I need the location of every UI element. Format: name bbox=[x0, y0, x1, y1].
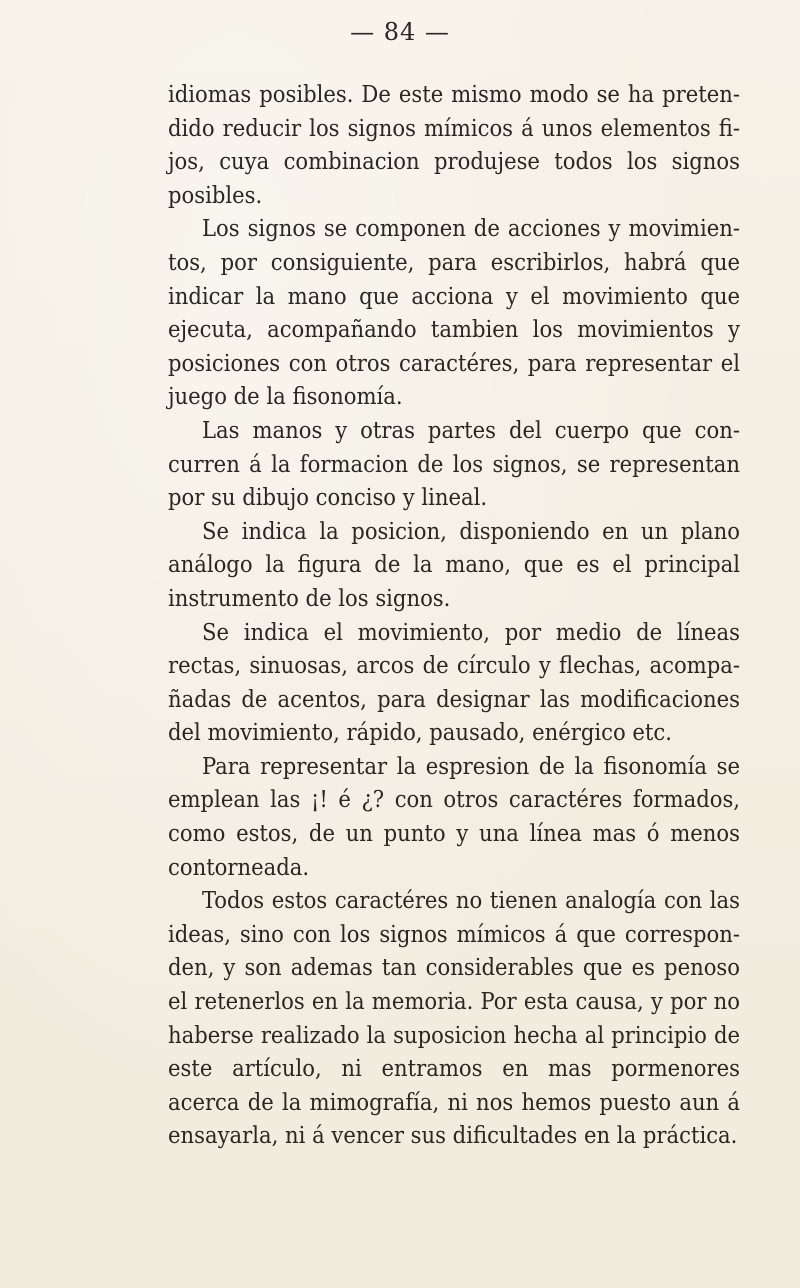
body-text bbox=[168, 78, 740, 1153]
page-number: — 84 — bbox=[350, 18, 450, 46]
paragraph-4: Se indica la posicion, disponiendo en un plano análogo la figura de la mano, que es el principal instrumento de los signos. bbox=[168, 516, 740, 612]
paragraph-7: Todos estos caractéres no tienen analogía con las ideas, sino con los signos mímicos á que correspon-den, y son ademas tan considerables que es penoso el retenerlos en la memoria. Por esta causa, y por no haberse realizado la suposicion hecha al principio de este artículo, ni entramos en mas pormenores acerca de la mimografía, ni nos hemos puesto aun á ensayarla, ni á vencer sus dificultades en la práctica. bbox=[168, 886, 740, 1150]
paragraph-1: idiomas posibles. De este mismo modo se ha preten-dido reducir los signos mímicos á unos elementos fi-jos, cuya combinacion produjese todos los signos posibles. bbox=[168, 80, 740, 209]
paragraph-5: Se indica el movimiento, por medio de líneas rectas, sinuosas, arcos de círculo y flechas, acompa-ñadas de acentos, para designar las modificaciones del movimiento, rápido, pausado, enérgico etc. bbox=[168, 617, 740, 747]
paragraph-3: Las manos y otras partes del cuerpo que con-curren á la formacion de los signos, se representan por su dibujo conciso y lineal. bbox=[168, 415, 740, 512]
paragraph-6: Para representar la espresion de la fisonomía se emplean las ¡! é ¿? con otros caractéres formados, como estos, de un punto y una línea mas ó menos contorneada. bbox=[168, 751, 740, 881]
paragraph-2: Los signos se componen de acciones y movimien-tos, por consiguiente, para escribirlos, habrá que indicar la mano que acciona y el movimiento que ejecuta, acompañando tambien los movimientos y posiciones con otros caractéres, para representar el juego de la fisonomía. bbox=[168, 214, 740, 411]
